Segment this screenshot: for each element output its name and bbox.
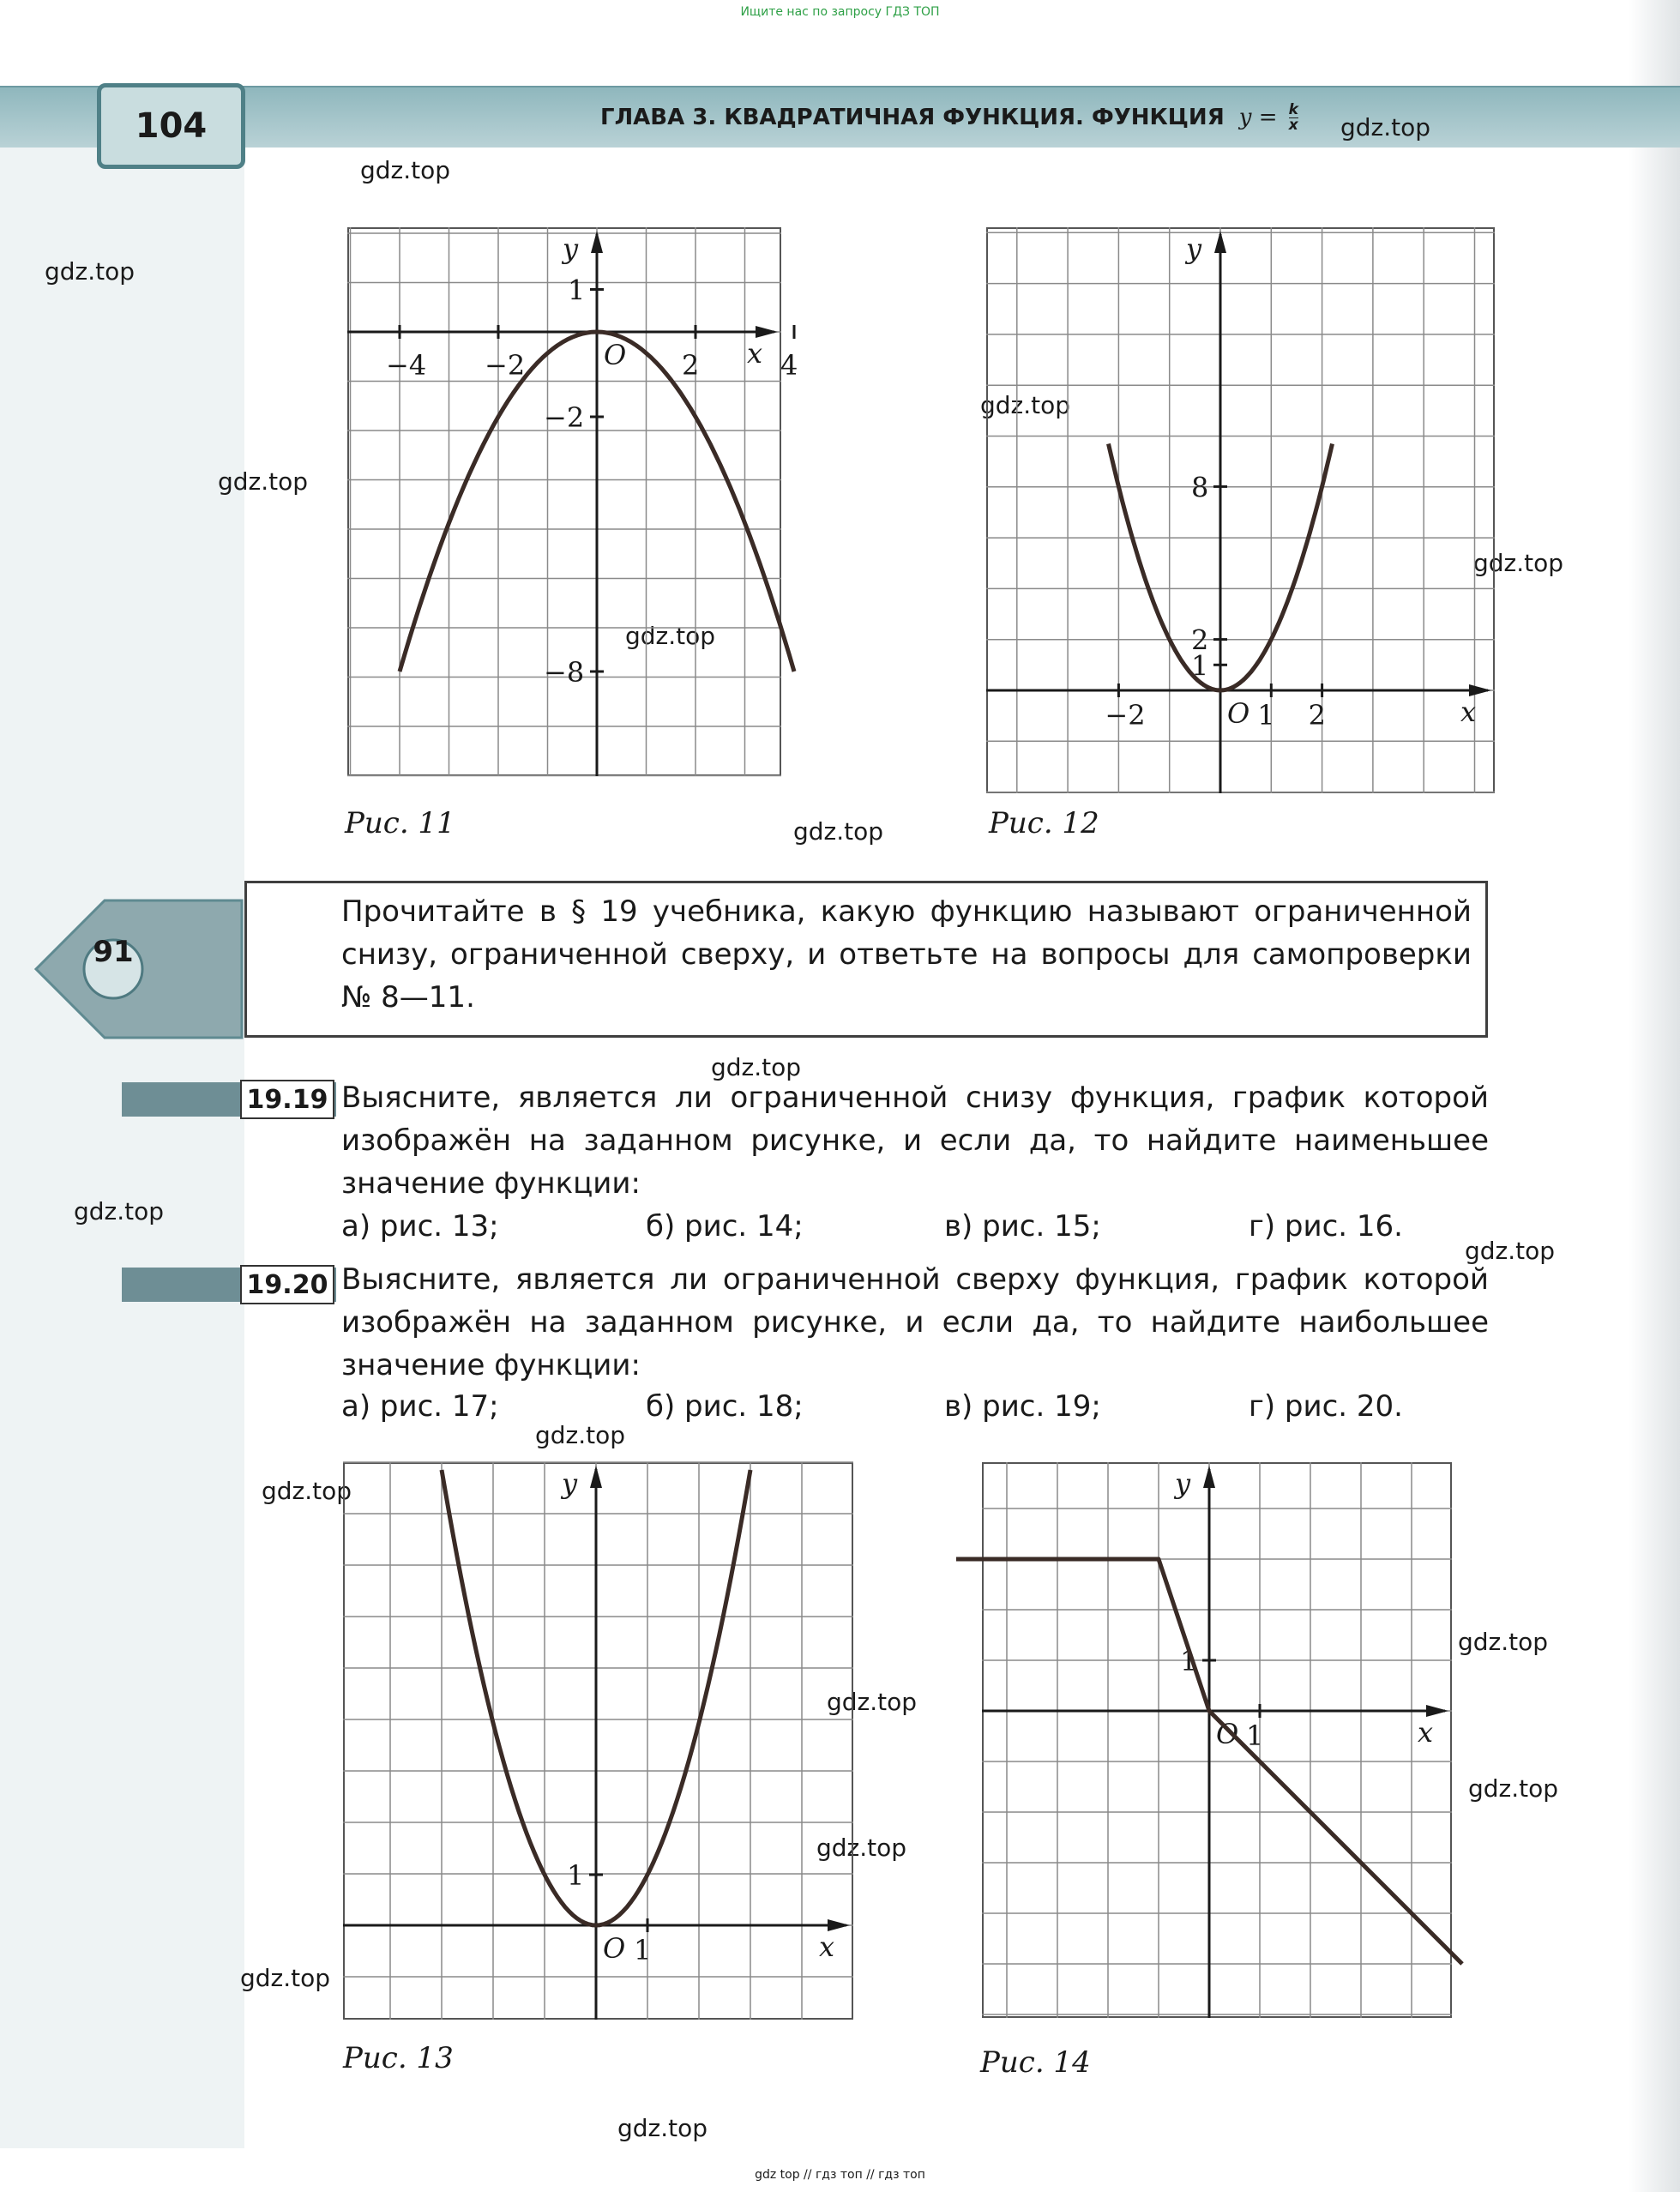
chapter-name: КВАДРАТИЧНАЯ ФУНКЦИЯ. ФУНКЦИЯ: [724, 105, 1225, 130]
y-tick-label: 1: [568, 274, 586, 307]
watermark: gdz.top: [74, 1197, 165, 1225]
figure-11-graph: [347, 227, 798, 776]
x-tick-label: 1: [634, 1934, 652, 1966]
watermark: gdz.top: [360, 156, 451, 184]
y-tick-label: 2: [1191, 623, 1209, 657]
x-axis-arrow: [828, 1919, 850, 1931]
y-tick-label: 1: [567, 1859, 585, 1892]
figure-12-graph: [986, 227, 1495, 793]
notice-marker-number: 91: [93, 935, 134, 969]
origin-label: O: [1216, 1718, 1239, 1750]
exercise-text: Выясните, является ли ограниченной снизу функция, график которой изображён на заданном рисунке, и если да, то найдите наименьшее значение функции:: [341, 1081, 1489, 1201]
exercise-option: б) рис. 18;: [646, 1389, 804, 1424]
bottom-banner: gdz top // гдз топ // гдз топ: [755, 2168, 925, 2182]
chapter-label: ГЛАВА 3.: [600, 105, 717, 130]
x-tick-label: 1: [1246, 1719, 1264, 1752]
x-axis-label: x: [819, 1930, 835, 1963]
origin-label: O: [603, 1932, 626, 1965]
formula-denominator: x: [1288, 117, 1298, 134]
page-margin-band: [0, 142, 244, 2148]
watermark: gdz.top: [262, 1477, 352, 1505]
x-axis-label: x: [1460, 696, 1477, 728]
watermark: gdz.top: [816, 1834, 907, 1862]
figure-13: [343, 1462, 853, 2020]
x-axis-arrow: [1426, 1705, 1448, 1717]
figure-13-graph: [343, 1462, 853, 2020]
figure-11: [347, 227, 798, 776]
figure-12: [986, 227, 1495, 793]
origin-label: O: [604, 339, 627, 371]
watermark: gdz.top: [711, 1053, 802, 1081]
graph-frame: [348, 228, 780, 775]
figure-11-caption: Рис. 11: [345, 806, 455, 840]
watermark: gdz.top: [218, 467, 309, 496]
y-axis-label: y: [563, 232, 579, 265]
x-axis-label: x: [747, 337, 763, 370]
x-tick-label: 1: [1257, 699, 1275, 732]
x-tick-label: −2: [485, 349, 526, 382]
exercise-option: а) рис. 17;: [341, 1389, 499, 1424]
formula-numerator: k: [1288, 101, 1298, 118]
graph-frame: [344, 1463, 852, 2019]
watermark: gdz.top: [1340, 113, 1431, 142]
y-axis-arrow: [1203, 1466, 1215, 1488]
figure-14-graph: [982, 1462, 1452, 2018]
formula-lhs: y =: [1238, 105, 1278, 130]
watermark: gdz.top: [1473, 549, 1564, 577]
y-tick-label: 1: [1191, 649, 1209, 683]
y-axis-arrow: [590, 1466, 602, 1488]
watermark: gdz.top: [827, 1688, 918, 1716]
exercise-option: в) рис. 15;: [944, 1209, 1101, 1244]
x-axis-arrow: [756, 326, 778, 338]
notice-arrow-marker: [19, 900, 268, 1063]
x-tick-label: 2: [682, 349, 700, 382]
page-spine-shadow: [1629, 0, 1680, 2192]
y-tick-label: −2: [544, 401, 585, 434]
y-axis-label: y: [1175, 1467, 1191, 1500]
figure-14-caption: Рис. 14: [980, 2045, 1091, 2080]
y-axis-arrow: [1214, 231, 1226, 253]
watermark: gdz.top: [1465, 1237, 1556, 1265]
y-axis-label: y: [1186, 232, 1202, 265]
x-tick-label: −4: [386, 349, 427, 382]
chapter-title: [600, 103, 1298, 133]
watermark: gdz.top: [45, 257, 135, 286]
y-tick-label: −8: [544, 656, 585, 689]
y-axis-arrow: [591, 231, 603, 253]
x-tick-label: 4: [780, 349, 798, 382]
formula-fraction: [1289, 103, 1298, 133]
exercise-number: 19.20: [240, 1265, 334, 1304]
top-banner[interactable]: Ищите нас по запросу ГДЗ ТОП: [740, 5, 940, 19]
x-tick-label: 2: [1308, 699, 1326, 732]
exercise-number: 19.19: [240, 1080, 334, 1119]
figure-14: [982, 1462, 1452, 2018]
exercise-text: Выясните, является ли ограниченной сверху функция, график которой изображён на заданном рисунке, и если да, то найдите наибольшее значение функции:: [341, 1262, 1489, 1382]
watermark: gdz.top: [1458, 1628, 1549, 1656]
exercise-option: а) рис. 13;: [341, 1209, 499, 1244]
watermark: gdz.top: [617, 2114, 708, 2142]
figure-13-caption: Рис. 13: [343, 2041, 454, 2075]
watermark: gdz.top: [793, 817, 884, 846]
y-tick-label: 8: [1191, 471, 1209, 504]
watermark: gdz.top: [240, 1964, 331, 1992]
x-tick-label: −2: [1105, 699, 1146, 732]
y-tick-label: 1: [1180, 1645, 1198, 1677]
watermark: gdz.top: [1468, 1774, 1559, 1803]
y-axis-label: y: [562, 1467, 578, 1500]
x-axis-label: x: [1418, 1716, 1434, 1749]
figure-12-caption: Рис. 12: [989, 806, 1099, 840]
x-axis-arrow: [1469, 684, 1491, 696]
exercise-option: б) рис. 14;: [646, 1209, 804, 1244]
exercise-option: в) рис. 19;: [944, 1389, 1101, 1424]
origin-label: O: [1227, 697, 1250, 730]
watermark: gdz.top: [625, 622, 716, 650]
watermark: gdz.top: [535, 1421, 626, 1449]
notice-text: Прочитайте в § 19 учебника, какую функцию называют ограниченной снизу, ограниченной сверху, и ответьте на вопросы для самопроверки № 8—11.: [341, 894, 1472, 1015]
watermark: gdz.top: [980, 391, 1071, 419]
page-number: 104: [97, 83, 245, 169]
exercise-option: г) рис. 16.: [1249, 1209, 1403, 1244]
exercise-option: г) рис. 20.: [1249, 1389, 1403, 1424]
